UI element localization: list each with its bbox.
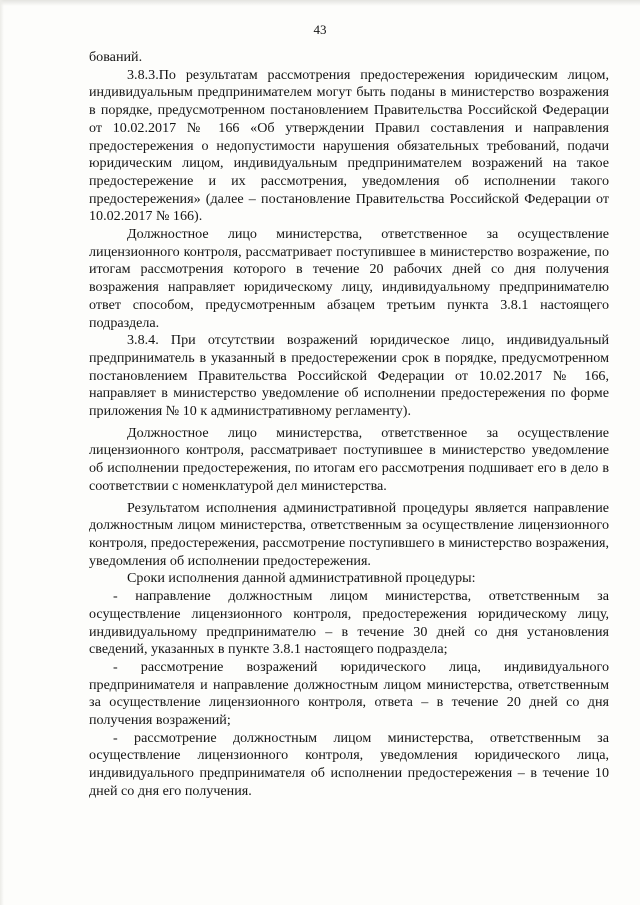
deadline-item-notice: - рассмотрение должностным лицом министерства, ответственным за осуществление лицензионного контроля, уведомления юридического лица, индивидуального предпринимателя об исполнении предостережения – в течение 10 дней со дня его получения. (89, 729, 609, 799)
paragraph-notice-review: Должностное лицо министерства, ответственное за осуществление лицензионного контроля, рассматривает поступившее в министерство уведомление об исполнении предостережения, по итогам его рассмотрения подшивает его в дело в соответствии с номенклатурой дел министерства. (89, 424, 609, 494)
deadline-item-warning: - направление должностным лицом министерства, ответственным за осуществление лицензионного контроля, предостережения юридическому лицу, индивидуальному предпринимателю – в течение 30 дней со дня установления сведений, указанных в пункте 3.8.1 настоящего подраздела; (89, 588, 609, 658)
paragraph-3-8-4: 3.8.4. При отсутствии возражений юридическое лицо, индивидуальный предприниматель в указанный в предостережении срок в порядке, предусмотренном постановлением Правительства Российской Федерации от 10.02.2017 № 166, направляет в министерство уведомление об исполнении предостережения по форме приложения № 10 к административному регламенту). (89, 332, 609, 420)
deadline-item-objections: - рассмотрение возражений юридического лица, индивидуального предпринимателя и направление должностным лицом министерства, ответственным за осуществление лицензионного контроля, ответа – в течение 20 дней со дня получения возражений; (89, 658, 609, 729)
paragraph-3-8-3: 3.8.3.По результатам рассмотрения предостережения юридическим лицом, индивидуальным предпринимателем могут быть поданы в министерство возражения в порядке, предусмотренном постановлением Правительства Российской Федерации от 10.02.2017 № 166 «Об утверждении Правил составления и направления предостережения о недопустимости нарушения обязательных требований, подачи юридическим лицом, индивидуальным предпринимателем возражений на такое предостережение и их рассмотрения, уведомления об исполнении такого предостережения» (далее – постановление Правительства Российской Федерации от 10.02.2017 № 166). (89, 66, 609, 225)
scan-left-shadow (0, 0, 4, 905)
paragraph-procedure-result: Результатом исполнения административной процедуры является направление должностным лицом министерства, ответственным за осуществление лицензионного контроля, предостережения, рассмотрение поступившего в министерство возражения, уведомления об исполнении предостережения. (89, 499, 609, 569)
page-number: 43 (313, 22, 327, 37)
paragraph-deadlines-heading: Сроки исполнения данной административной процедуры: (127, 570, 476, 587)
document-body (89, 49, 609, 801)
paragraph-objection-review: Должностное лицо министерства, ответственное за осуществление лицензионного контроля, рассматривает поступившее в министерство возражение, по итогам рассмотрения которого в течение 20 рабочих дней со дня получения возражения направляет юридическому лицу, индивидуальному предпринимателю ответ способом, предусмотренным абзацем третьим пункта 3.8.1 настоящего подраздела. (89, 226, 609, 331)
paragraph-continuation: бований. (89, 49, 143, 65)
scan-top-shadow (0, 0, 640, 6)
